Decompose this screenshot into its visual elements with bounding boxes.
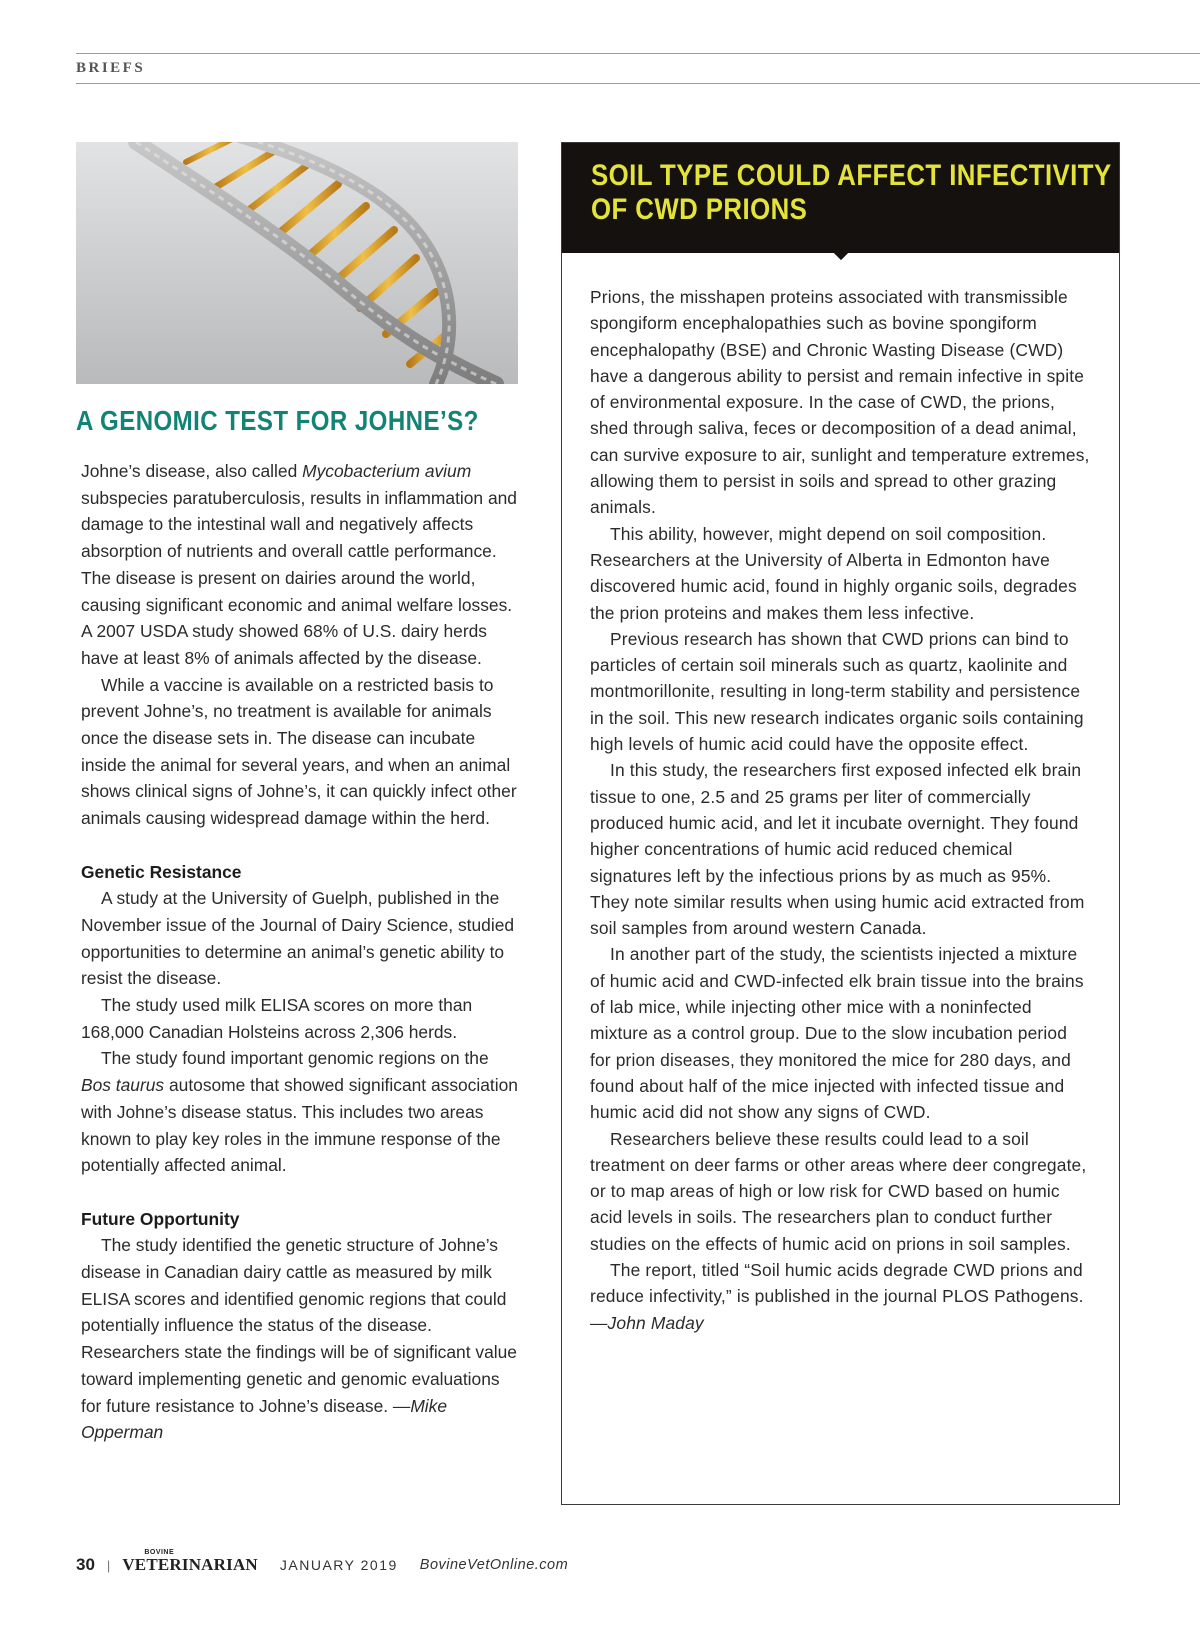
paragraph: In this study, the researchers first exposed infected elk brain tissue to one, 2.5 and 25 grams per liter of commercially produced humic acid, and let it incubate overnight. They found higher concentrations of humic acid reduced chemical signatures left by the infectious prions by as much as 95%. They note similar results when using humic acid extracted from soil samples from around western Canada. [590,760,1085,939]
paragraph: This ability, however, might depend on soil composition. Researchers at the University of Alberta in Edmonton have discovered humic acid, found in highly organic soils, degrades the prion proteins and makes them less infective. [590,523,1077,623]
page-number: 30 [76,1555,95,1574]
paragraph: Johne’s disease, also called Mycobacterium avium subspecies paratuberculosis, results in inflammation and damage to the intestinal wall and negatively affects absorption of nutrients and overall cattle performance. The disease is present on dairies around the world, causing significant economic and animal welfare losses. A 2007 USDA study showed 68% of U.S. dairy herds have at least 8% of animals affected by the disease. [81,461,517,668]
paragraph: While a vaccine is available on a restricted basis to prevent Johne’s, no treatment is available for animals once the disease sets in. The disease can incubate inside the animal for several years, and when an animal shows clinical signs of Johne’s, it can quickly infect other animals causing widespread damage within the herd. [81,674,517,829]
page-footer [76,1549,569,1577]
magazine-logo: BOVINE VETERINARIAN [122,1549,258,1574]
byline: —John Maday [590,1312,704,1333]
paragraph: A study at the University of Guelph, published in the November issue of the Journal of Dairy Science, studied opportunities to determine an animal’s genetic ability to resist the disease. [81,888,515,989]
left-article-body [81,458,521,1446]
paragraph: Previous research has shown that CWD prions can bind to particles of certain soil minerals such as quartz, kaolinite and montmorillonite, resulting in long-term stability and persistence in the soil. This new research indicates organic soils containing high levels of humic acid could have the opposite effect. [590,628,1084,755]
footer-divider: | [106,1557,111,1573]
top-rule [76,53,1200,54]
byline: —Mike Opperman [81,1395,448,1443]
issue-date: JANUARY 2019 [279,1557,398,1573]
left-article-title: A GENOMIC TEST FOR JOHNE’S? [76,405,479,436]
paragraph: The study found important genomic regions on the Bos taurus autosome that showed significant association with Johne’s disease status. This includes two areas known to play key roles in the immune response of the potentially affected animal. [81,1048,518,1176]
paragraph: Prions, the misshapen proteins associated with transmissible spongiform encephalopathies such as bovine spongiform encephalopathy (BSE) and Chronic Wasting Disease (CWD) have a dangerous ability to persist and remain infective in spite of environmental exposure. In the case of CWD, the prions, shed through saliva, feces or decomposition of a dead animal, can survive exposure to air, sunlight and temperature extremes, allowing them to persist in soils and spread to other grazing animals. [590,287,1090,518]
section-label: BRIEFS [76,60,146,76]
paragraph: Researchers believe these results could lead to a soil treatment on deer farms or other areas where deer congregate, or to map areas of high or low risk for CWD based on humic acid levels in soils. The researchers plan to conduct further studies on the effects of humic acid on prions in soil samples. [590,1128,1087,1254]
paragraph: The study used milk ELISA scores on more than 168,000 Canadian Holsteins across 2,306 herds. [81,995,473,1042]
website-link[interactable]: BovineVetOnline.com [419,1557,569,1573]
right-article-title: SOIL TYPE COULD AFFECT INFECTIVITY OF CWD PRIONS [591,159,1112,226]
subhead-genetic-resistance: Genetic Resistance [81,861,242,882]
subhead-future-opportunity: Future Opportunity [81,1208,240,1229]
paragraph: The study identified the genetic structure of Johne’s disease in Canadian dairy cattle as measured by milk ELISA scores and identified genomic regions that could potentially influence the status of the disease. Researchers state the findings will be of significant value toward implementing genetic and genomic evaluations for future resistance to Johne’s disease. —Mike Opperman [81,1235,517,1443]
paragraph: In another part of the study, the scientists injected a mixture of humic acid and CWD-infected elk brain tissue into the brains of lab mice, while injecting other mice with a noninfected mixture as a control group. Due to the slow incubation period for prion diseases, they monitored the mice for 280 days, and found about half of the mice injected with infected tissue and humic acid did not show any signs of CWD. [590,944,1084,1123]
right-article-body [590,284,1090,1336]
dna-helix-image [76,142,518,384]
header-rule [76,83,1200,84]
dna-helix-icon [76,142,518,384]
paragraph: The report, titled “Soil humic acids degrade CWD prions and reduce infectivity,” is published in the journal PLOS Pathogens. —John Maday [590,1259,1084,1333]
